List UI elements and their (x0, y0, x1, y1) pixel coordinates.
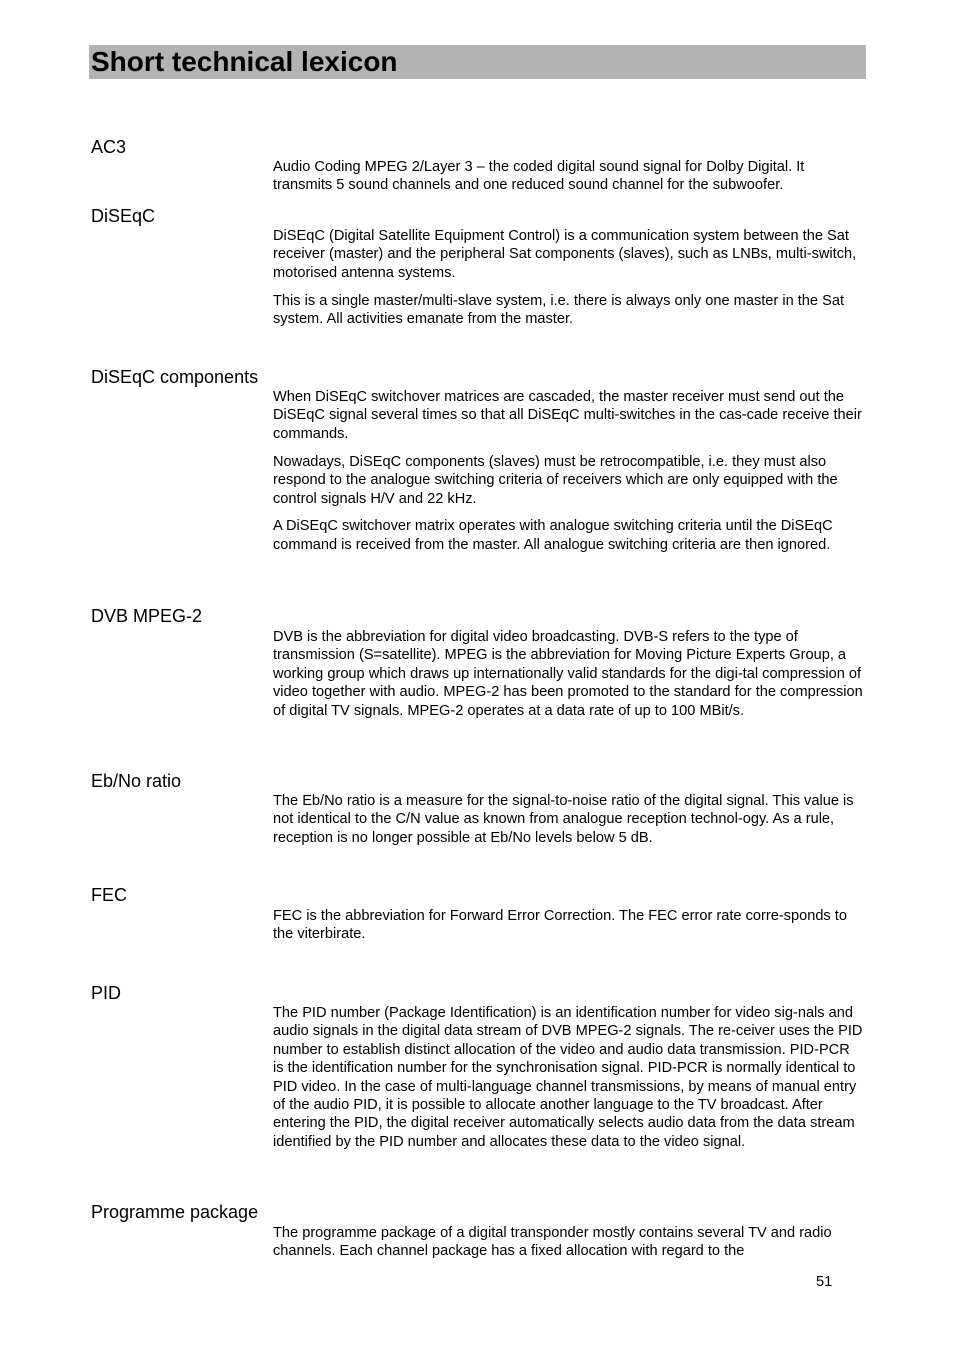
definition-paragraph: The programme package of a digital transponder mostly contains several TV and radio channels. Each channel package has a fixed allocation with regard to the (273, 1225, 832, 1260)
page-title: Short technical lexicon (91, 46, 398, 77)
definition-programme-package (273, 1224, 863, 1270)
page-header-bar (89, 45, 866, 79)
term-fec: FEC (91, 885, 127, 905)
definition-diseqc-components (273, 388, 863, 564)
definition-paragraph: A DiSEqC switchover matrix operates with analogue switching criteria until the DiSEqC command is received from the master. All analogue switching criteria are then ignored. (273, 518, 833, 553)
definition-paragraph: When DiSEqC switchover matrices are cascaded, the master receiver must send out the DiSEqC signal several times so that all DiSEqC multi-switches in the cas-cade receive their commands. (273, 389, 862, 442)
definition-paragraph: The PID number (Package Identification) is an identification number for video sig-nals and audio signals in the digital data stream of DVB MPEG-2 signals. The re-ceiver uses the PID number to establish distinct allocation of the video and audio data transmission. PID-PCR is the identification number for the synchronisation signal. PID-PCR is normally identical to PID video. In the case of multi-language channel transmissions, by means of manual entry of the audio PID, it is possible to allocate another language to the TV broadcast. After entering the PID, the digital receiver automatically selects audio data from the data stream identified by the PID number and allocates these data to the video signal. (273, 1005, 863, 1150)
definition-paragraph: DVB is the abbreviation for digital video broadcasting. DVB-S refers to the type of transmission (S=satellite). MPEG is the abbreviation for Moving Picture Experts Group, a working group which draws up internationally valid standards for the digi-tal compression of video together with audio. MPEG-2 has been promoted to the standard for the compression of digital TV signals. MPEG-2 operates at a data rate of up to 100 MBit/s. (273, 629, 863, 719)
term-diseqc-components: DiSEqC components (91, 367, 259, 387)
term-ebno-ratio: Eb/No ratio (91, 771, 182, 791)
definition-paragraph: DiSEqC (Digital Satellite Equipment Control) is a communication system between the Sat receiver (master) and the peripheral Sat components (slaves), such as LNBs, multi-switch, motorised antenna systems. (273, 228, 857, 281)
term-programme-package: Programme package (91, 1202, 259, 1222)
definition-diseqc (273, 227, 863, 338)
definition-fec (273, 907, 863, 953)
term-dvb-mpeg2: DVB MPEG-2 (91, 606, 203, 626)
definition-paragraph: The Eb/No ratio is a measure for the signal-to-noise ratio of the digital signal. This value is not identical to the C/N value as known from analogue reception technol-ogy. As a rule, reception is no longer possible at Eb/No levels below 5 dB. (273, 793, 854, 846)
definition-ebno-ratio (273, 792, 863, 857)
term-diseqc: DiSEqC (91, 206, 156, 226)
definition-paragraph: Nowadays, DiSEqC components (slaves) must be retrocompatible, i.e. they must also respond to the analogue switching criteria of receivers which are only equipped with the control signals H/V and 22 kHz. (273, 453, 838, 507)
definition-dvb-mpeg2 (273, 628, 863, 730)
definition-paragraph: This is a single master/multi-slave system, i.e. there is always only one master in the Sat system. All activities emanate from the master. (273, 292, 844, 328)
term-pid: PID (91, 983, 122, 1003)
definition-ac3 (273, 158, 863, 204)
definition-paragraph: Audio Coding MPEG 2/Layer 3 – the coded digital sound signal for Dolby Digital. It transmits 5 sound channels and one reduced sound channel for the subwoofer. (273, 159, 805, 194)
term-ac3: AC3 (91, 137, 127, 157)
definition-pid (273, 1004, 863, 1161)
definition-paragraph: FEC is the abbreviation for Forward Error Correction. The FEC error rate corre-sponds to the viterbirate. (273, 908, 847, 943)
page-number: 51 (816, 1274, 833, 1290)
